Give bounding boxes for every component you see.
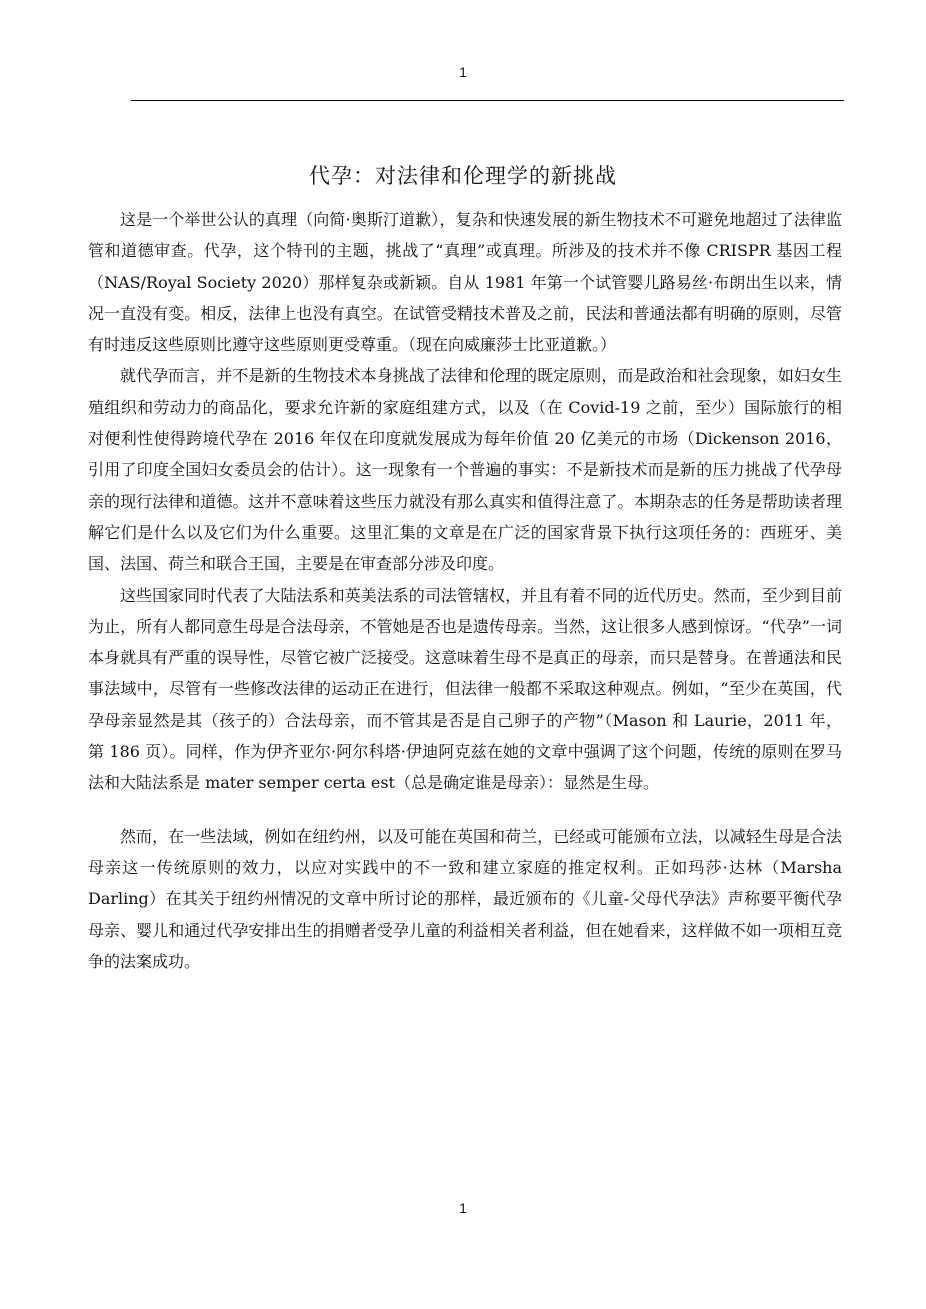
paragraph-3: 这些国家同时代表了大陆法系和英美法系的司法管辖权，并且有着不同的近代历史。然而，至少到目前为止，所有人都同意生母是合法母亲，不管她是否也是遗传母亲。当然，这让很多人感到惊讶。“代孕”一词本身就具有严重的误导性，尽管它被广泛接受。这意味着生母不是真正的母亲，而只是替身。在普通法和民事法域中，尽管有一些修改法律的运动正在进行，但法律一般都不采取这种观点。例如，“至少在英国，代孕母亲显然是其（孩子的）合法母亲，而不管其是否是自己卵子的产物”（Mason 和 Laurie，2011 年，第 186 页）。同样，作为伊齐亚尔·阿尔科塔·伊迪阿克兹在她的文章中强调了这个问题，传统的原则在罗马法和大陆法系是 mater semper certa est（总是确定谁是母亲）：显然是生母。 xyxy=(88,585,842,793)
footer-page-number: 1 xyxy=(459,1200,467,1216)
paragraph-1: 这是一个举世公认的真理（向简·奥斯汀道歉），复杂和快速发展的新生物技术不可避免地超过了法律监管和道德审查。代孕，这个特刊的主题，挑战了“真理”或真理。所涉及的技术并不像 CRISPR 基因工程（NAS/Royal Society 2020）那样复杂或新颖。自从 1981 年第一个试管婴儿路易丝·布朗出生以来，情况一直没有变。相反，法律上也没有真空。在试管受精技术普及之前，民法和普通法都有明确的原则，尽管有时违反这些原则比遵守这些原则更受尊重。（现在向威廉莎士比亚道歉。） xyxy=(88,210,842,355)
header-page-number: 1 xyxy=(459,64,467,80)
paragraph-2: 就代孕而言，并不是新的生物技术本身挑战了法律和伦理的既定原则，而是政治和社会现象，如妇女生殖组织和劳动力的商品化，要求允许新的家庭组建方式，以及（在 Covid-19 之前，至少）国际旅行的相对便利性使得跨境代孕在 2016 年仅在印度就发展成为每年价值 20 亿美元的市场（Dickenson 2016，引用了印度全国妇女委员会的估计）。这一现象有一个普遍的事实：不是新技术而是新的压力挑战了代孕母亲的现行法律和道德。这并不意味着这些压力就没有那么真实和值得注意了。本期杂志的任务是帮助读者理解它们是什么以及它们为什么重要。这里汇集的文章是在广泛的国家背景下执行这项任务的：西班牙、美国、法国、荷兰和联合王国，主要是在审查部分涉及印度。 xyxy=(88,366,842,574)
paragraph-4: 然而，在一些法域，例如在纽约州，以及可能在英国和荷兰，已经或可能颁布立法，以减轻生母是合法母亲这一传统原则的效力，以应对实践中的不一致和建立家庭的推定权利。正如玛莎·达林（Marsha Darling）在其关于纽约州情况的文章中所讨论的那样，最近颁布的《儿童-父母代孕法》声称要平衡代孕母亲、婴儿和通过代孕安排出生的捐赠者受孕儿童的利益相关者利益，但在她看来，这样做不如一项相互竞争的法案成功。 xyxy=(88,826,842,971)
article-body xyxy=(88,204,842,977)
header-rule xyxy=(131,100,844,101)
article-title: 代孕：对法律和伦理学的新挑战 xyxy=(309,164,617,188)
